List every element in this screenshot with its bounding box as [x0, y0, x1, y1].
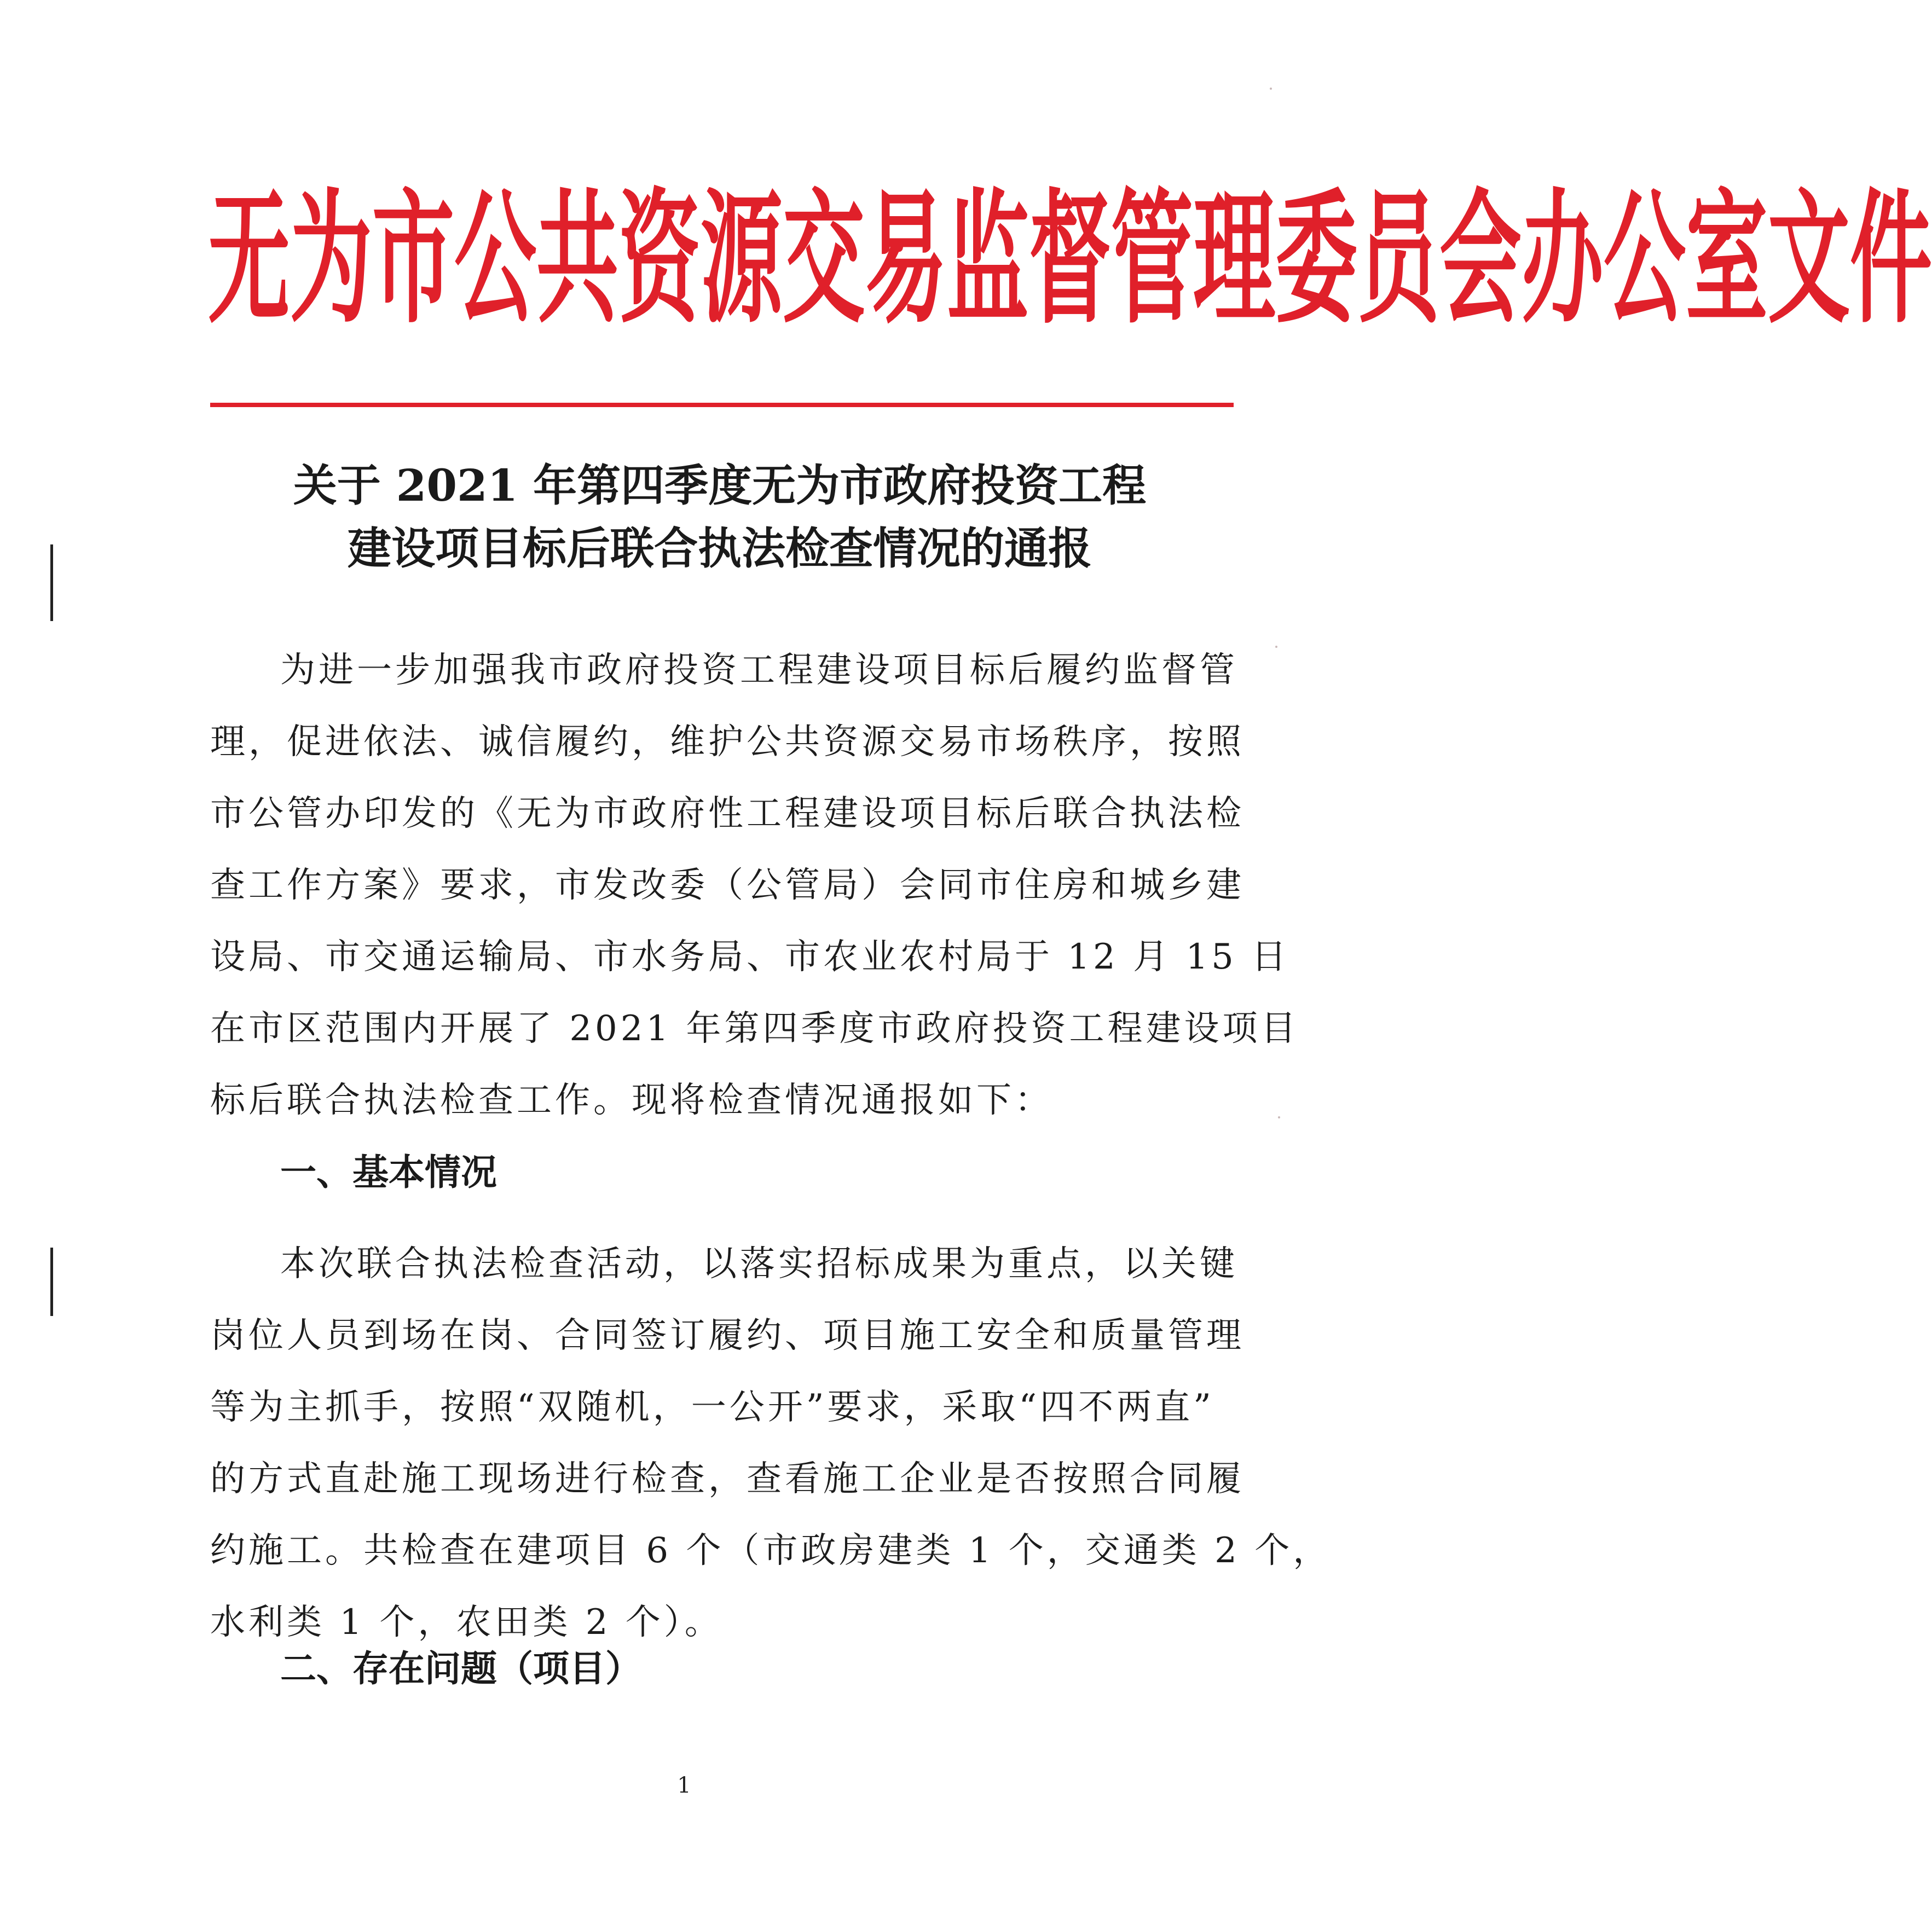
paragraph-line: 等为主抓手，按照“双随机，一公开”要求，采取“四不两直”	[210, 1387, 1214, 1428]
paragraph-line: 本次联合执法检查活动，以落实招标成果为重点，以关键	[280, 1244, 1238, 1284]
paragraph-line: 在市区范围内开展了 2021 年第四季度市政府投资工程建设项目	[210, 1008, 1299, 1049]
scan-speck	[1278, 1116, 1280, 1118]
page-number: 1	[677, 1773, 691, 1798]
scan-speck	[1275, 646, 1277, 648]
section-heading-basic-situation: 一、基本情况	[280, 1151, 497, 1193]
paragraph-line: 水利类 1 个，农田类 2 个）。	[210, 1602, 723, 1643]
scan-margin-mark	[50, 1248, 53, 1316]
masthead-title: 无为市公共资源交易监督管理委员会办公室文件	[208, 176, 1932, 344]
paragraph-line: 的方式直赴施工现场进行检查，查看施工企业是否按照合同履	[210, 1459, 1245, 1499]
document-title-line-1: 关于 2021 年第四季度无为市政府投资工程	[293, 460, 1147, 511]
paragraph-line: 标后联合执法检查工作。现将检查情况通报如下：	[210, 1080, 1053, 1121]
red-divider-rule	[210, 403, 1234, 407]
paragraph-basic-situation	[210, 1228, 1332, 1659]
paragraph-line: 设局、市交通运输局、市水务局、市农业农村局于 12 月 15 日	[210, 937, 1290, 977]
paragraph-line: 岗位人员到场在岗、合同签订履约、项目施工安全和质量管理	[210, 1315, 1245, 1356]
document-title-line-2: 建设项目标后联合执法检查情况的通报	[348, 523, 1092, 574]
paragraph-line: 约施工。共检查在建项目 6 个（市政房建类 1 个，交通类 2 个，	[210, 1530, 1332, 1571]
scan-margin-mark	[50, 544, 53, 621]
document-title	[208, 454, 1231, 580]
paragraph-line: 市公管办印发的《无为市政府性工程建设项目标后联合执法检	[210, 793, 1245, 834]
paragraph-line: 查工作方案》要求，市发改委（公管局）会同市住房和城乡建	[210, 865, 1245, 906]
paragraph-line: 理，促进依法、诚信履约，维护公共资源交易市场秩序，按照	[210, 722, 1245, 762]
scan-speck	[1270, 88, 1272, 90]
section-heading-existing-problems: 二、存在问题（项目）	[280, 1648, 641, 1690]
paragraph-line: 为进一步加强我市政府投资工程建设项目标后履约监督管	[280, 650, 1238, 691]
paragraph-intro	[210, 635, 1299, 1137]
